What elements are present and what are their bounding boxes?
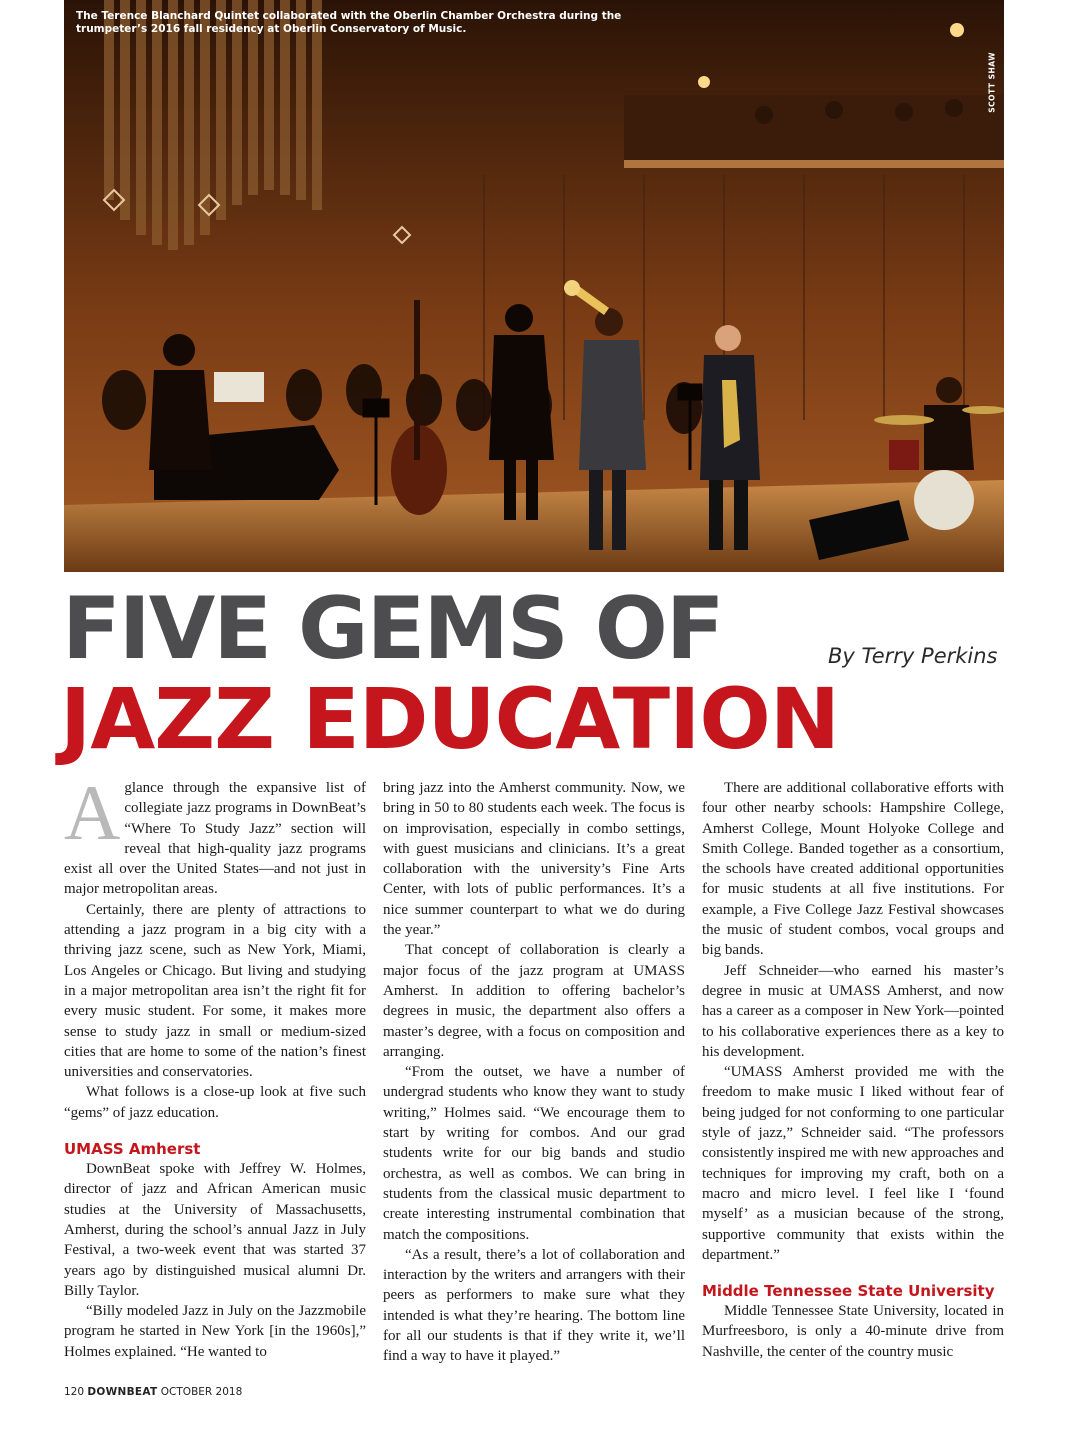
paragraph: That concept of collaboration is clearly a major focus of the jazz program at UMASS Amherst. In addition to offering bachelor’s degrees in music, the department also offers a master’s degree, with a focus on composition and arranging. (383, 942, 685, 1060)
photo-caption: The Terence Blanchard Quintet collaborated with the Oberlin Chamber Orchestra during the trumpeter’s 2016 fall residency at Oberlin Conservatory of Music. (76, 10, 622, 35)
paragraph: “UMASS Amherst provided me with the freedom to make music I liked without fear of being judged for not conforming to one particular style of jazz,” Schneider said. “The professors consistently inspired me with new approaches and techniques for improving my craft, both on a macro and micro level. I feel like I ‘found myself’ as a musician because of the strong, supportive community that exists within the department.” (702, 1064, 1004, 1263)
paragraph: What follows is a close-up look at five such “gems” of jazz education. (64, 1084, 366, 1121)
paragraph: DownBeat spoke with Jeffrey W. Holmes, director of jazz and African American music studies at the University of Massachusetts, Amherst, during the school’s annual Jazz in July Festival, a two-week event that was started 37 years ago by distinguished musical alumni Dr. Billy Taylor. (64, 1161, 366, 1299)
drop-cap: A (64, 769, 121, 856)
paragraph: Middle Tennessee State University, located in Murfreesboro, is only a 40-minute drive from Nashville, the center of the country music (702, 1303, 1004, 1360)
paragraph (64, 769, 366, 900)
magazine-name: DOWNBEAT (87, 1386, 158, 1398)
paragraph: There are additional collaborative efforts with four other nearby schools: Hampshire College, Amherst College, Mount Holyoke College and Smith College. Banded together as a consortium, the schools have created additional opportunities for music students at all five institutions. For example, a Five College Jazz Festival showcases the music of student combos, vocal groups and big bands. (702, 780, 1004, 959)
page-footer (64, 1386, 242, 1398)
paragraph: “From the outset, we have a number of undergrad students who know they want to study writing,” Holmes said. “We encourage them to start by writing for combos. And our grad students write for our big bands and studio orchestra, as well as combos. We can bring in students from the classical music department to create interesting instrumental combination that match the compositions. (383, 1064, 685, 1243)
paragraph: Jeff Schneider—who earned his master’s degree in music at UMASS Amherst, and now has a career as a composer in New York—pointed to his collaborative experiences there as a key to his development. (702, 962, 1004, 1060)
paragraph: Certainly, there are plenty of attractions to attending a jazz program in a big city with a thriving jazz scene, such as New York, Miami, Los Angeles or Chicago. But living and studying in a major metropolitan area isn’t the right fit for every music student. For some, it makes more sense to study jazz in small or medium-sized cities that are home to some of the nation’s finest universities and conservatories. (64, 901, 366, 1081)
concert-photo (64, 0, 1004, 572)
headline-line-2: JAZZ EDUCATION (60, 670, 840, 768)
byline: By Terry Perkins (828, 644, 998, 668)
section-subhead: UMASS Amherst (64, 1140, 201, 1159)
page-number: 120 (64, 1386, 85, 1398)
paragraph: bring jazz into the Amherst community. Now, we bring in 50 to 80 students each week. The focus is on improvisation, especially in combo settings, with guest musicians and clinicians. It’s a great collaboration with the university’s Fine Arts Center, with lots of public performances. It’s a nice summer counterpart to what we do during the year.” (383, 780, 685, 939)
section-subhead: Middle Tennessee State University (702, 1282, 995, 1301)
article-column-3 (702, 778, 1004, 1362)
article-column-1 (64, 769, 366, 1362)
photo-credit: SCOTT SHAW (988, 52, 997, 113)
headline-line-1: FIVE GEMS OF (62, 579, 723, 679)
paragraph: “As a result, there’s a lot of collaboration and interaction by the writers and arrangers with their peers as performers to make sure what they intended is what they’re hearing. The bottom line for all our students is that if they write it, we’ll find a way to have it played.” (383, 1246, 685, 1365)
paragraph-text: glance through the expansive list of collegiate jazz programs in DownBeat’s “Where To Study Jazz” section will reveal that high-quality jazz programs exist all over the United States—and not just in major metropolitan areas. (64, 780, 366, 898)
article-column-2 (383, 778, 685, 1367)
paragraph: “Billy modeled Jazz in July on the Jazzmobile program he started in New York [in the 1960s],” Holmes explained. “He wanted to (64, 1303, 366, 1360)
issue-date: OCTOBER 2018 (160, 1386, 243, 1398)
concert-illustration (64, 0, 1004, 572)
